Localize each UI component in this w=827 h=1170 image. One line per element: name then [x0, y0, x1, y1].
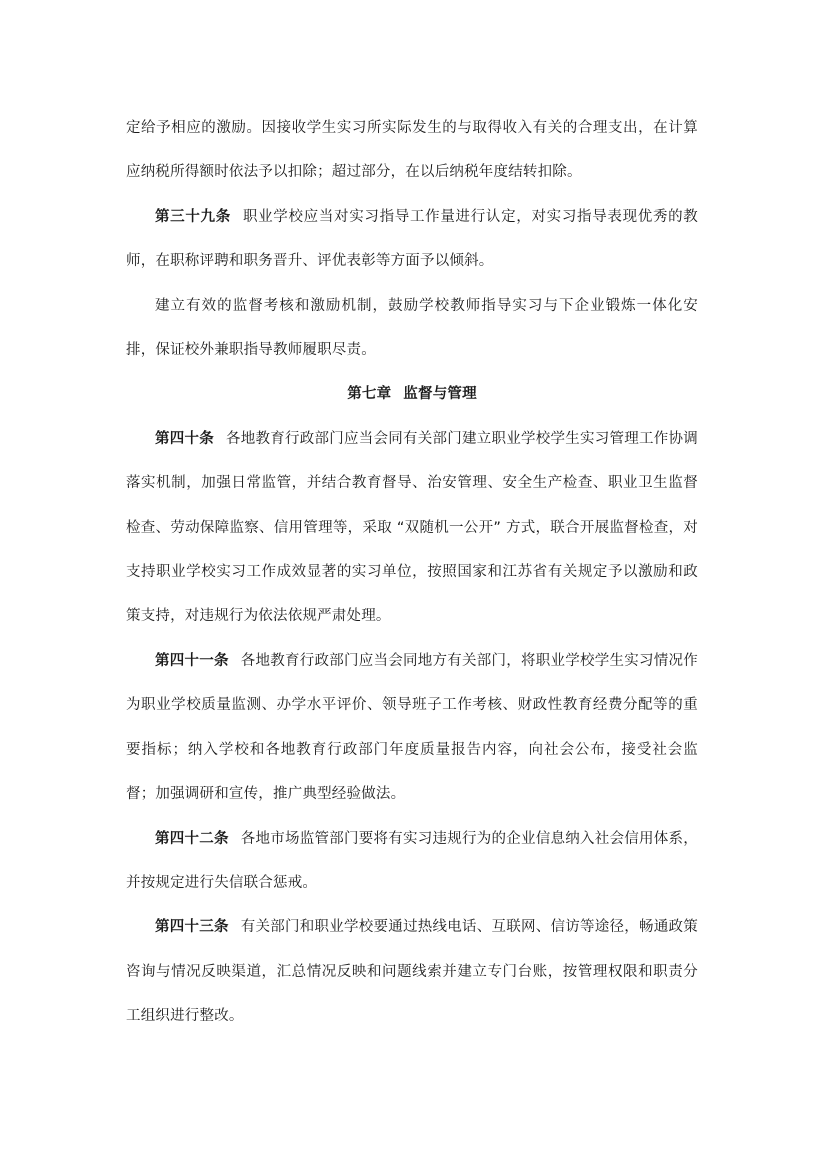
- article-43: [126, 905, 698, 1038]
- chapter-title: 监督与管理: [403, 386, 477, 403]
- article-41-text: 各地教育行政部门应当会同地方有关部门，将职业学校学生实习情况作为职业学校质量监测、办学水平评价、领导班子工作考核、财政性教育经费分配等的重要指标；纳入学校和各地教育行政部门年度质量报告内容，向社会公布，接受社会监督；加强调研和宣传，推广典型经验做法。: [126, 652, 699, 803]
- chapter-heading: [126, 372, 698, 416]
- paragraph-incentive-text: 建立有效的监督考核和激励机制，鼓励学校教师指导实习与下企业锻炼一体化安排，保证校外兼职指导教师履职尽责。: [126, 297, 698, 359]
- article-40-text: 各地教育行政部门应当会同有关部门建立职业学校学生实习管理工作协调落实机制，加强日常监管，并结合教育督导、治安管理、安全生产检查、职业卫生监督检查、劳动保障监察、信用管理等，采取 “双随机一公开” 方式，联合开展监督检查，对支持职业学校实习工作成效显著的实习单位，按照国家和江苏省有关规定予以激励和政策支持，对违规行为依法依规严肃处理。: [126, 430, 698, 625]
- article-40: [126, 417, 698, 639]
- article-40-label: 第四十条: [155, 430, 215, 447]
- article-42-text: 各地市场监管部门要将有实习违规行为的企业信息纳入社会信用体系，并按规定进行失信联合惩戒。: [126, 830, 699, 891]
- article-42-label: 第四十二条: [155, 830, 229, 847]
- document-body: [126, 106, 698, 1039]
- paragraph-continued: [126, 106, 698, 195]
- article-39: [126, 195, 698, 284]
- paragraph-incentive: [126, 284, 698, 373]
- article-43-label: 第四十三条: [155, 919, 229, 936]
- article-39-text: 职业学校应当对实习指导工作量进行认定，对实习指导表现优秀的教师，在职称评聘和职务晋升、评优表彰等方面予以倾斜。: [126, 208, 699, 270]
- article-42: [126, 817, 698, 906]
- article-43-text: 有关部门和职业学校要通过热线电话、互联网、信访等途径，畅通政策咨询与情况反映渠道，汇总情况反映和问题线索并建立专门台账，按管理权限和职责分工组织进行整改。: [126, 919, 699, 1025]
- article-41: [126, 639, 698, 817]
- paragraph-text: 定给予相应的激励。因接收学生实习所实际发生的与取得收入有关的合理支出，在计算应纳税所得额时依法予以扣除；超过部分，在以后纳税年度结转扣除。: [126, 120, 698, 181]
- chapter-number: 第七章: [347, 386, 392, 403]
- article-39-label: 第三十九条: [155, 208, 231, 225]
- article-41-label: 第四十一条: [155, 652, 229, 669]
